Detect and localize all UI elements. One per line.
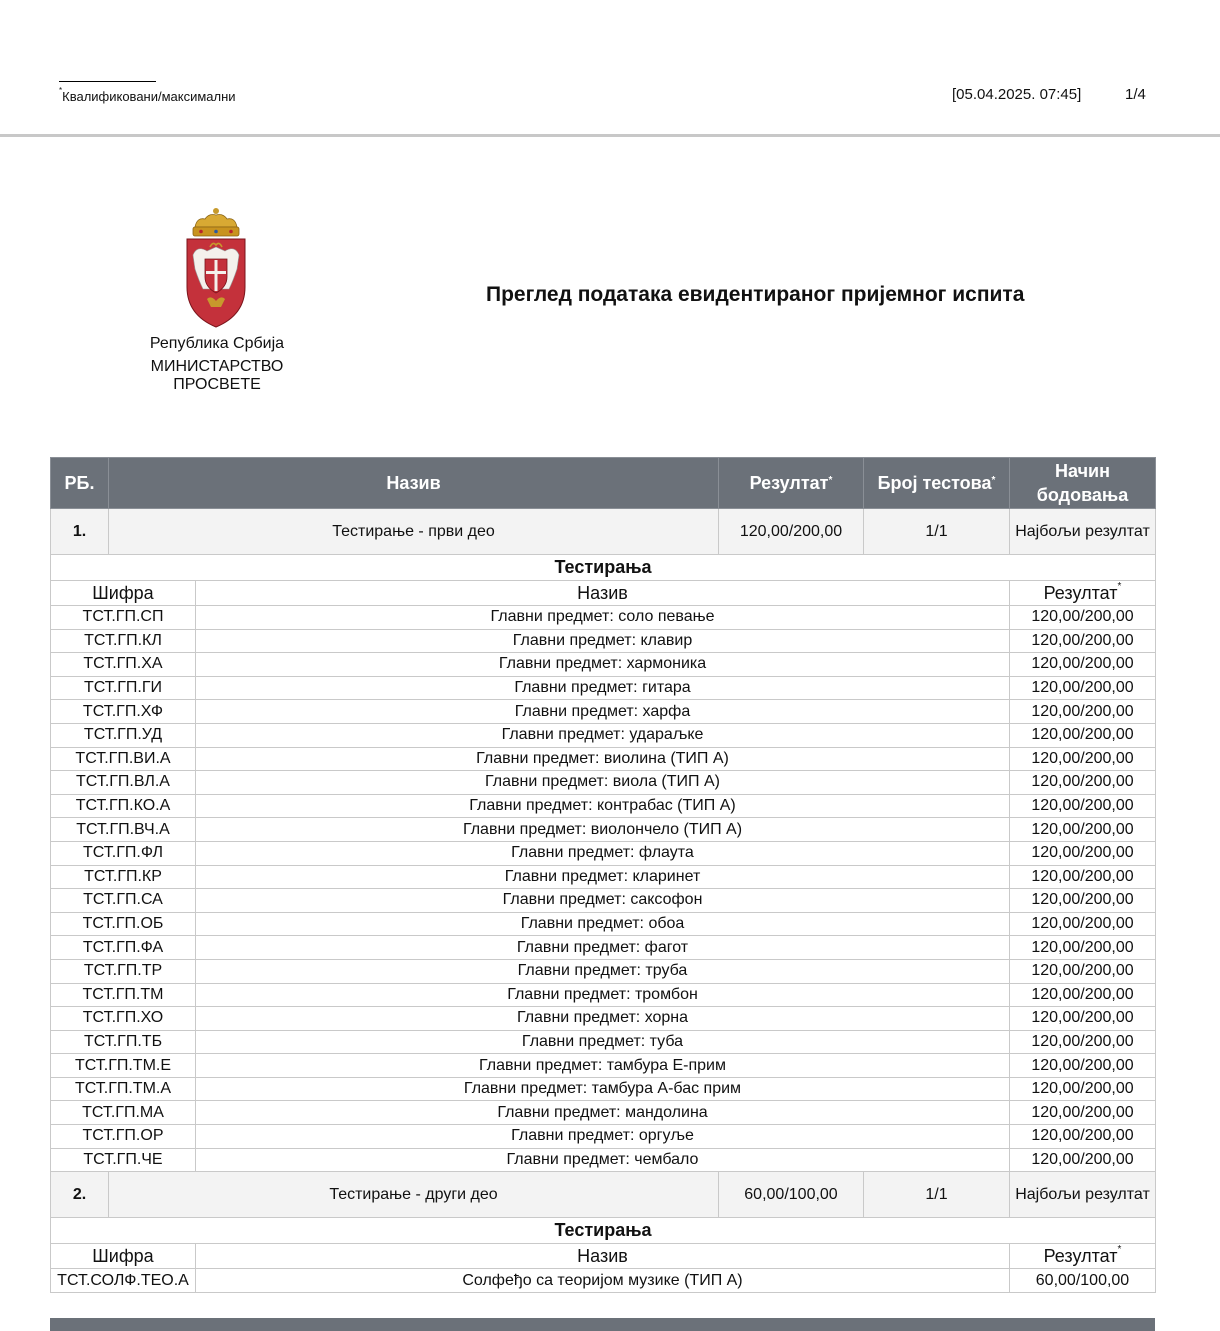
sub-header-name: Назив [196,581,1010,606]
org-ministry: МИНИСТАРСТВО ПРОСВЕТЕ [150,358,284,393]
item-result: 120,00/200,00 [1010,700,1156,724]
group-result: 120,00/200,00 [719,509,864,555]
print-datetime: [05.04.2025. 07:45] [952,86,1082,103]
col-header-result-label: Резултат [749,473,829,493]
item-name: Главни предмет: флаута [196,841,1010,865]
sub-header-row [51,1244,1156,1269]
sub-header-result-label: Резултат [1043,1245,1118,1266]
footnote-mark: * [828,475,833,486]
col-header-result [719,458,864,509]
table-row [51,629,1156,653]
group-scoring: Најбољи резултат [1010,1172,1156,1218]
item-result: 120,00/200,00 [1010,818,1156,842]
item-code: ТСТ.СОЛФ.ТЕО.А [51,1269,196,1293]
table-row [51,1077,1156,1101]
item-code: ТСТ.ГП.ХФ [51,700,196,724]
col-header-scoring: Начин бодовања [1010,458,1156,509]
item-result: 120,00/200,00 [1010,629,1156,653]
section-title: Тестирања [51,1218,1156,1244]
item-name: Главни предмет: виолина (ТИП А) [196,747,1010,771]
item-code: ТСТ.ГП.ОБ [51,912,196,936]
sub-header-code: Шифра [51,1244,196,1269]
item-name: Главни предмет: тамбура А-бас прим [196,1077,1010,1101]
item-name: Главни предмет: тамбура Е-прим [196,1054,1010,1078]
item-name: Главни предмет: мандолина [196,1101,1010,1125]
item-name: Главни предмет: труба [196,959,1010,983]
document-title: Преглед података евидентираног пријемног испита [486,283,1025,306]
section-title-row [51,1218,1156,1244]
item-result: 120,00/200,00 [1010,771,1156,795]
table-row [51,983,1156,1007]
item-result: 120,00/200,00 [1010,606,1156,630]
table-row [51,1007,1156,1031]
table-row [51,747,1156,771]
footnote-mark: * [1117,580,1122,592]
item-result: 60,00/100,00 [1010,1269,1156,1293]
table-row [51,865,1156,889]
item-name: Главни предмет: тромбон [196,983,1010,1007]
group-name: Тестирање - други део [109,1172,719,1218]
item-result: 120,00/200,00 [1010,1007,1156,1031]
item-name: Главни предмет: клавир [196,629,1010,653]
item-code: ТСТ.ГП.ВЛ.А [51,771,196,795]
item-code: ТСТ.ГП.ТМ [51,983,196,1007]
item-result: 120,00/200,00 [1010,1077,1156,1101]
table-row [51,1148,1156,1172]
item-name: Главни предмет: хорна [196,1007,1010,1031]
col-header-tests-label: Број тестова [877,473,992,493]
item-result: 120,00/200,00 [1010,676,1156,700]
item-name: Главни предмет: обоа [196,912,1010,936]
group-row [51,509,1156,555]
footnote-rule [59,81,156,82]
table-row [51,771,1156,795]
item-code: ТСТ.ГП.ХА [51,653,196,677]
footnote-text: Квалификовани/максимални [62,89,236,104]
org-country: Република Србија [149,335,285,352]
group-rb: 1. [51,509,109,555]
footnote-mark: * [1117,1243,1122,1255]
table-row [51,700,1156,724]
sub-header-result-label: Резултат [1043,582,1118,603]
group-name: Тестирање - први део [109,509,719,555]
footnote [59,86,236,104]
item-code: ТСТ.ГП.КО.А [51,794,196,818]
sub-header-row [51,581,1156,606]
col-header-tests [864,458,1010,509]
item-name: Главни предмет: фагот [196,936,1010,960]
item-name: Главни предмет: туба [196,1030,1010,1054]
sub-header-result [1010,581,1156,606]
table-header-row [51,458,1156,509]
item-name: Главни предмет: гитара [196,676,1010,700]
item-name: Солфеђо са теоријом музике (ТИП А) [196,1269,1010,1293]
item-code: ТСТ.ГП.МА [51,1101,196,1125]
item-code: ТСТ.ГП.ТМ.А [51,1077,196,1101]
section-title-row [51,555,1156,581]
table-row [51,606,1156,630]
table-row [51,959,1156,983]
item-result: 120,00/200,00 [1010,747,1156,771]
item-result: 120,00/200,00 [1010,959,1156,983]
item-code: ТСТ.ГП.ХО [51,1007,196,1031]
group-tests: 1/1 [864,1172,1010,1218]
item-result: 120,00/200,00 [1010,912,1156,936]
item-code: ТСТ.ГП.КЛ [51,629,196,653]
item-code: ТСТ.ГП.СА [51,889,196,913]
table-row [51,912,1156,936]
item-name: Главни предмет: оргуље [196,1125,1010,1149]
table-row [51,818,1156,842]
item-result: 120,00/200,00 [1010,1054,1156,1078]
sub-header-result [1010,1244,1156,1269]
item-result: 120,00/200,00 [1010,983,1156,1007]
item-name: Главни предмет: виолончело (ТИП А) [196,818,1010,842]
item-code: ТСТ.ГП.ТМ.Е [51,1054,196,1078]
item-name: Главни предмет: чембало [196,1148,1010,1172]
item-result: 120,00/200,00 [1010,1030,1156,1054]
item-result: 120,00/200,00 [1010,1125,1156,1149]
exam-results-table [50,457,1156,1293]
item-code: ТСТ.ГП.ФА [51,936,196,960]
item-name: Главни предмет: контрабас (ТИП А) [196,794,1010,818]
page-header [0,0,1220,137]
item-result: 120,00/200,00 [1010,794,1156,818]
item-code: ТСТ.ГП.ВИ.А [51,747,196,771]
table-row [51,1054,1156,1078]
table-row [51,1125,1156,1149]
table-row [51,1269,1156,1293]
item-code: ТСТ.ГП.ТР [51,959,196,983]
item-name: Главни предмет: харфа [196,700,1010,724]
table-row [51,723,1156,747]
col-header-rb: РБ. [51,458,109,509]
item-code: ТСТ.ГП.КР [51,865,196,889]
item-result: 120,00/200,00 [1010,841,1156,865]
col-header-name: Назив [109,458,719,509]
item-name: Главни предмет: удараљке [196,723,1010,747]
table-row [51,794,1156,818]
item-result: 120,00/200,00 [1010,889,1156,913]
item-result: 120,00/200,00 [1010,1101,1156,1125]
item-code: ТСТ.ГП.ГИ [51,676,196,700]
item-name: Главни предмет: саксофон [196,889,1010,913]
group-result: 60,00/100,00 [719,1172,864,1218]
section-title: Тестирања [51,555,1156,581]
item-code: ТСТ.ГП.УД [51,723,196,747]
group-tests: 1/1 [864,509,1010,555]
sub-header-name: Назив [196,1244,1010,1269]
item-name: Главни предмет: кларинет [196,865,1010,889]
item-code: ТСТ.ГП.ОР [51,1125,196,1149]
table-row [51,936,1156,960]
item-result: 120,00/200,00 [1010,1148,1156,1172]
page-number: 1/4 [1125,86,1146,103]
item-code: ТСТ.ГП.ЧЕ [51,1148,196,1172]
group-rb: 2. [51,1172,109,1218]
serbia-coat-of-arms-icon [183,207,249,331]
item-name: Главни предмет: виола (ТИП А) [196,771,1010,795]
table-row [51,1101,1156,1125]
item-code: ТСТ.ГП.ТБ [51,1030,196,1054]
item-code: ТСТ.ГП.ВЧ.А [51,818,196,842]
item-name: Главни предмет: соло певање [196,606,1010,630]
table-row [51,676,1156,700]
item-result: 120,00/200,00 [1010,865,1156,889]
next-table-header-bar [50,1318,1155,1331]
footnote-mark: * [59,86,63,95]
table-row [51,841,1156,865]
item-code: ТСТ.ГП.ФЛ [51,841,196,865]
footnote-mark: * [991,475,996,486]
item-code: ТСТ.ГП.СП [51,606,196,630]
group-scoring: Најбољи резултат [1010,509,1156,555]
item-result: 120,00/200,00 [1010,936,1156,960]
item-result: 120,00/200,00 [1010,653,1156,677]
item-result: 120,00/200,00 [1010,723,1156,747]
table-row [51,653,1156,677]
table-row [51,889,1156,913]
item-name: Главни предмет: хармоника [196,653,1010,677]
table-row [51,1030,1156,1054]
group-row [51,1172,1156,1218]
sub-header-code: Шифра [51,581,196,606]
